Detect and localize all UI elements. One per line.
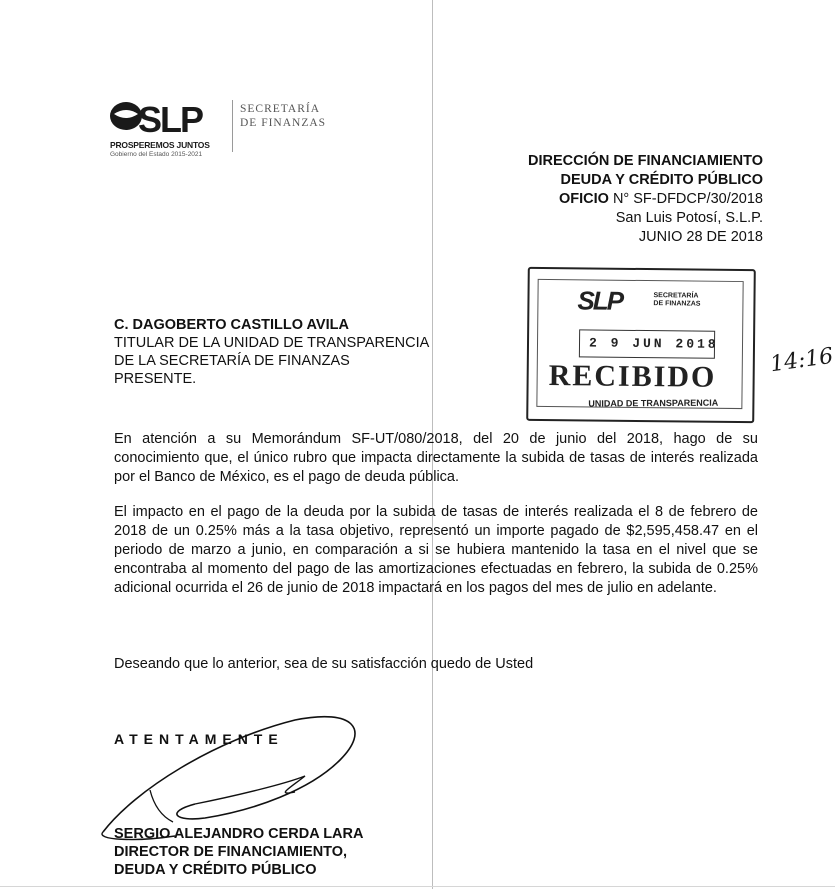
svg-text:SLP: SLP [138, 99, 203, 140]
signer-title-2: DEUDA Y CRÉDITO PÚBLICO [114, 862, 317, 878]
stamp-date: 2 9 JUN 2018 [588, 335, 719, 352]
closing-salutation: ATENTAMENTE [114, 731, 284, 747]
stamp-recibido: RECIBIDO [548, 359, 717, 394]
signer-block [114, 825, 363, 879]
signer-name: SERGIO ALEJANDRO CERDA LARA [114, 826, 364, 842]
body-paragraph-1: En atención a su Memorándum SF-UT/080/2018, del 20 de junio del 2018, hago de su conocimiento que, el único rubro que impacta directamente la subida de tasas de interés realizada por el Banco de México, es el pago de deuda pública. [114, 431, 758, 485]
logo-secretaria-line2: DE FINANZAS [240, 117, 327, 129]
header-oficio [528, 190, 763, 209]
body-paragraph-3: Deseando que lo anterior, sea de su satisfacción quedo de Usted [114, 656, 534, 672]
logo-government-period: Gobierno del Estado 2015-2021 [110, 151, 203, 158]
addressee-name: C. DAGOBERTO CASTILLO AVILA [114, 317, 349, 333]
office-header [528, 152, 763, 247]
stamp-unit: UNIDAD DE TRANSPARENCIA [588, 397, 719, 409]
addressee-block [114, 316, 429, 388]
received-stamp [526, 267, 756, 424]
addressee-presente: PRESENTE. [114, 371, 197, 387]
body-paragraph-2: El impacto en el pago de la deuda por la subida de tasas de interés realizada el 8 de febrero de 2018 de un 0.25% más a la tasa objetivo, representó un importe pagado de $2,595,458.47 en el periodo de marzo a junio, en comparación a si se hubiera mantenido la tasa en el nivel que se encontraba al momento del pago de las amortizaciones efectuadas en febrero, la subida de 0.25% adicional ocurrida el 26 de junio de 2018 impactará en los pagos del mes de julio en adelante. [114, 504, 758, 596]
logo-secretaria [240, 102, 326, 130]
page-bottom-edge [0, 886, 835, 887]
oficio-number: N° SF-DFDCP/30/2018 [608, 191, 763, 207]
header-date: JUNIO 28 DE 2018 [638, 229, 763, 245]
header-department: DEUDA Y CRÉDITO PÚBLICO [560, 172, 763, 188]
slp-letterhead-logo [108, 96, 338, 166]
header-place: San Luis Potosí, S.L.P. [615, 210, 763, 226]
addressee-department: DE LA SECRETARÍA DE FINANZAS [114, 353, 350, 369]
oficio-label: OFICIO [558, 191, 609, 207]
logo-slogan: PROSPEREMOS JUNTOS [110, 140, 210, 150]
stamp-slp-logo: SLP [577, 285, 623, 316]
header-direction: DIRECCIÓN DE FINANCIAMIENTO [528, 153, 763, 169]
stamp-secretaria-line2: DE FINANZAS [653, 300, 701, 308]
logo-secretaria-line1: SECRETARÍA [240, 103, 320, 115]
slp-logo-icon [108, 96, 228, 140]
handwritten-time: 14:16 [768, 343, 835, 378]
stamp-secretaria-line1: SECRETARÍA [653, 292, 699, 300]
logo-divider [232, 100, 233, 152]
addressee-title: TITULAR DE LA UNIDAD DE TRANSPARENCIA [114, 335, 430, 351]
stamp-secretaria [653, 292, 700, 308]
signer-title-1: DIRECTOR DE FINANCIAMIENTO, [114, 844, 348, 860]
